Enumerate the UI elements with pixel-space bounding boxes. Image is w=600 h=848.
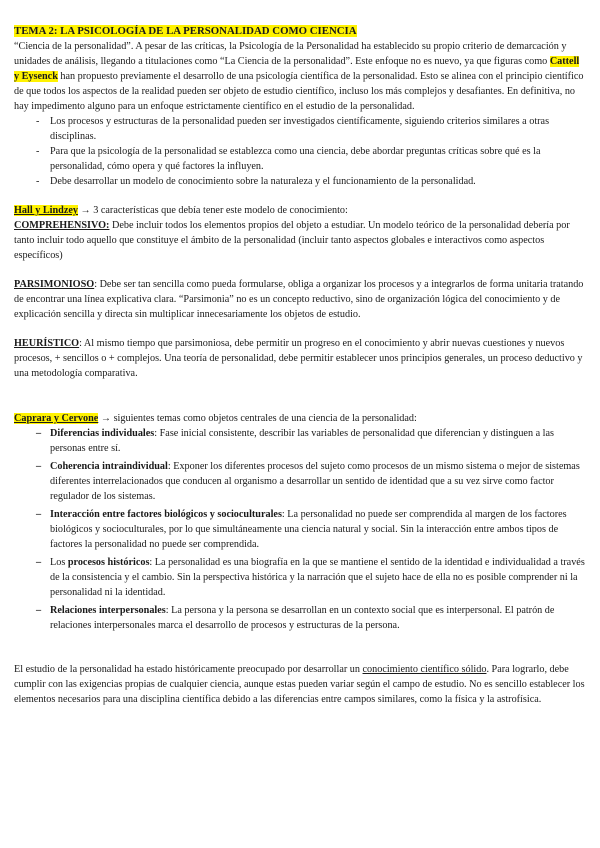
closing-text-2: . Para lograrlo, debe cumplir con las exigencias propias de cualquier ciencia, aunque estas pueden variar según el campo de estudio. No es sencillo establecer los elementos necesarios para una disciplina científica debido a las diferencias entre campos similares, como la física y la astrofísica. xyxy=(14,664,585,705)
intro-bullet: - Los procesos y estructuras de la personalidad pueden ser investigados científicamente, siguiendo criterios similares a otras disciplinas. xyxy=(50,114,586,144)
page-title xyxy=(14,24,586,39)
caprara-cervone-text: → siguientes temas como objetos centrales de una ciencia de la personalidad: xyxy=(98,413,417,424)
intro-text-2: han propuesto previamente el desarrollo de una psicología científica de la personalidad. Esto se alinea con el principio científico de que todos los aspectos de la realidad pueden ser objeto de estudio científico, incluso los más complejos y desafiantes. En definitiva, no hay impedimento alguno para un enfoque estrictamente científico en el estudio de la personalidad. xyxy=(14,71,584,112)
topic-label: Interacción entre factores biológicos y socioculturales xyxy=(50,509,282,520)
intro-bullet: - Para que la psicología de la personalidad se establezca como una ciencia, debe abordar preguntas críticas sobre qué es la personalidad, cómo opera y qué factores la influyen. xyxy=(50,144,586,174)
topic-item xyxy=(50,603,586,633)
topic-item: – Los procesos históricos: La personalidad es una biografía en la que se mantiene el sentido de la identidad e individualidad a través de la consistencia y el cambio. Sin la perspectiva histórica y la narración que el sujeto hace de ella no es posible comprender ni la personalidad ni la identidad. xyxy=(50,555,586,600)
topics-list xyxy=(14,426,586,633)
criterion-text: : Al mismo tiempo que parsimoniosa, debe permitir un progreso en el conocimiento y abrir nuevas cuestiones y nuevos procesos, + sencillos o + complejos. Una teoría de personalidad, debe permitir establecer unos principios generales, un proceso deductivo y una metodología comparativa. xyxy=(14,338,583,379)
topic-label: Diferencias individuales xyxy=(50,428,155,439)
topic-label: Coherencia intraindividual xyxy=(50,461,168,472)
topic-text: : Exponer los diferentes procesos del sujeto como procesos de un mismo sistema o mejor de sistemas diferentes interrelacionados que conducen al organismo a desarrollar un sentido de identidad que a su vez sirve como factor regulador de los sistemas. xyxy=(50,461,580,502)
closing-underlined: conocimiento científico sólido xyxy=(362,664,487,675)
criterion-label: PARSIMONIOSO xyxy=(14,279,95,290)
criterion-heuristic xyxy=(14,336,586,381)
topic-label: Relaciones interpersonales xyxy=(50,605,166,616)
criterion-text: : Debe ser tan sencilla como pueda formularse, obliga a organizar los procesos y a integrarlos de forma unitaria tratando de encontrar una línea explicativa clara. “Parsimonia” no es un concepto reductivo, sino de organización lógica del conocimiento y de explicación sencilla y directa sin multiplicar innecesariamente los objetos de estudio. xyxy=(14,279,584,320)
hall-lindzey-line xyxy=(14,203,586,218)
topic-item xyxy=(50,507,586,552)
closing-text-1: El estudio de la personalidad ha estado históricamente preocupado por desarrollar un xyxy=(14,664,363,675)
criterion-label: COMPREHENSIVO: xyxy=(14,220,110,231)
criterion-parsimonious xyxy=(14,277,586,322)
title-text: TEMA 2: LA PSICOLOGÍA DE LA PERSONALIDAD COMO CIENCIA xyxy=(14,25,357,37)
intro-bullet: - Debe desarrollar un modelo de conocimiento sobre la naturaleza y el funcionamiento de la personalidad. xyxy=(50,174,586,189)
topic-item xyxy=(50,459,586,504)
hall-lindzey-highlight: Hall y Lindzey xyxy=(14,205,78,216)
caprara-cervone-highlight: Caprara y Cervone xyxy=(14,413,99,424)
topic-label: procesos históricos xyxy=(67,557,150,568)
topic-text: : La persona y la persona se desarrollan en un contexto social que es interpersonal. El patrón de relaciones interpersonales marca el desarrollo de procesos y estructuras de la persona. xyxy=(50,605,555,631)
criterion-label: HEURÍSTICO xyxy=(14,338,80,349)
topic-text: : Fase inicial consistente, describir las variables de personalidad que diferencian y distinguen a las personas entre sí. xyxy=(50,428,554,454)
criterion-text: Debe incluir todos los elementos propios del objeto a estudiar. Un modelo teórico de la personalidad debería por tanto incluir todo aquello que constituye el ámbito de la personalidad (incluir tanto aspectos globales e interactivos como aspectos específicos) xyxy=(14,220,570,261)
intro-text-1: “Ciencia de la personalidad”. A pesar de las críticas, la Psicología de la Personalidad ha establecido su propio criterio de demarcación y unidades de análisis, llegando a titulaciones como “La Ciencia de la personalidad”. Este enfoque no es nuevo, ya que figuras como xyxy=(14,41,567,67)
topic-text: : La personalidad no puede ser comprendida al margen de los factores biológicos y socioculturales, por lo que simultáneamente una ciencia natural y social. Sin la interacción entre ambos tipos de factores la personalidad no puede ser comprendida. xyxy=(50,509,567,550)
topic-text: : La personalidad es una biografía en la que se mantiene el sentido de la identidad e individualidad a través de la consistencia y el cambio. Sin la perspectiva histórica y la narración que el sujeto hace de ella no es posible comprender ni la personalidad ni la identidad. xyxy=(50,557,585,598)
intro-bullet-list xyxy=(14,114,586,189)
criterion-comprehensive xyxy=(14,218,586,263)
caprara-cervone-line xyxy=(14,411,586,426)
topic-item xyxy=(50,426,586,456)
closing-paragraph xyxy=(14,662,586,707)
intro-paragraph xyxy=(14,39,586,114)
intro-highlight-authors: Cattell y Eysenck xyxy=(14,56,580,82)
hall-lindzey-text: → 3 características que debía tener este modelo de conocimiento: xyxy=(77,205,348,216)
